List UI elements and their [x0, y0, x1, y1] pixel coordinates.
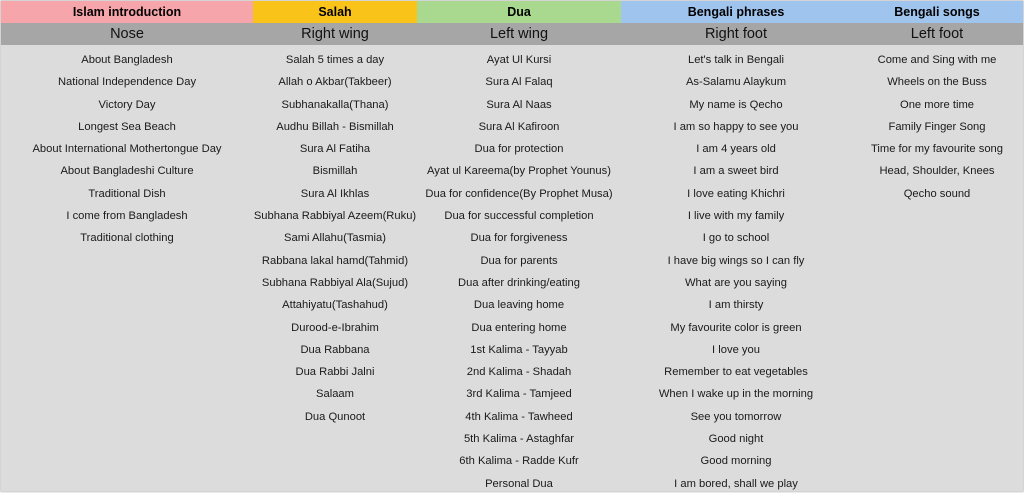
list-item: Sura Al Naas — [486, 98, 552, 111]
list-item: Dua for protection — [474, 143, 564, 156]
list-item: Subhana Rabbiyal Azeem(Ruku) — [253, 210, 417, 223]
list-item: Salaam — [316, 388, 354, 401]
list-item: I am bored, shall we play — [674, 477, 798, 490]
list-item: Come and Sing with me — [877, 54, 997, 66]
list-item: What are you saying — [685, 276, 787, 289]
list-item: Subhana Rabbiyal Ala(Sujud) — [261, 276, 409, 289]
list-item: Allah o Akbar(Takbeer) — [278, 76, 392, 89]
list-item: About Bangladesh — [81, 54, 173, 66]
part-right-wing: Right wing — [301, 26, 369, 42]
category-bengali-songs: Bengali songs — [851, 1, 1023, 23]
list-item: About International Mothertongue Day — [32, 143, 222, 156]
list-item: As-Salamu Alaykum — [685, 76, 787, 89]
list-item: Durood-e-Ibrahim — [291, 321, 379, 334]
list-item: Remember to eat vegetables — [664, 366, 808, 379]
list-item: National Independence Day — [57, 76, 197, 89]
list-item: Dua leaving home — [473, 299, 565, 312]
list-item: Good morning — [700, 455, 772, 468]
list-item: Dua for confidence(By Prophet Musa) — [425, 187, 613, 200]
list-item: When I wake up in the morning — [658, 388, 814, 401]
category-header-row — [1, 1, 1023, 23]
column-islam-introduction — [1, 49, 253, 491]
column-bengali-phrases — [621, 49, 851, 491]
list-item: Dua Rabbi Jalni — [295, 366, 375, 379]
list-item: Dua for successful completion — [444, 210, 594, 223]
list-item: 6th Kalima - Radde Kufr — [459, 455, 579, 468]
list-item: Sami Allahu(Tasmia) — [284, 232, 386, 245]
list-item: Good night — [708, 433, 764, 446]
list-item: Traditional clothing — [80, 232, 174, 245]
category-bengali-phrases: Bengali phrases — [621, 1, 851, 23]
part-header-row — [1, 23, 1023, 45]
columns-body — [1, 45, 1023, 491]
list-item: 4th Kalima - Tawheed — [465, 410, 573, 423]
list-item: Dua Rabbana — [300, 343, 370, 356]
list-item: Sura Al Falaq — [485, 76, 553, 89]
list-item: Ayat Ul Kursi — [486, 54, 552, 66]
list-item: I go to school — [702, 232, 770, 245]
list-item: Rabbana lakal hamd(Tahmid) — [261, 254, 409, 267]
list-item: 1st Kalima - Tayyab — [470, 343, 568, 356]
list-item: Sura Al Fatiha — [299, 143, 371, 156]
list-item: Sura Al Kafiroon — [478, 120, 560, 133]
list-item: Wheels on the Buss — [887, 76, 987, 89]
list-item: Sura Al Ikhlas — [300, 187, 370, 200]
list-item: Time for my favourite song — [870, 143, 1003, 156]
part-left-foot: Left foot — [910, 26, 964, 42]
list-item: I am so happy to see you — [673, 120, 799, 133]
list-item: Let's talk in Bengali — [687, 54, 785, 66]
list-item: My favourite color is green — [670, 321, 802, 334]
list-item: 3rd Kalima - Tamjeed — [466, 388, 572, 401]
column-dua — [417, 49, 621, 491]
list-item: Personal Dua — [485, 477, 553, 490]
category-islam-introduction: Islam introduction — [1, 1, 253, 23]
list-item: I am thirsty — [708, 299, 764, 312]
list-item: Audhu Billah - Bismillah — [276, 120, 394, 133]
list-item: About Bangladeshi Culture — [60, 165, 194, 178]
list-item: I am a sweet bird — [693, 165, 779, 178]
list-item: Traditional Dish — [88, 187, 166, 200]
list-item: Dua after drinking/eating — [458, 276, 580, 289]
list-item: See you tomorrow — [690, 410, 782, 423]
list-item: 2nd Kalima - Shadah — [466, 366, 572, 379]
part-left-wing: Left wing — [489, 26, 549, 42]
list-item: I am 4 years old — [696, 143, 776, 156]
list-item: 5th Kalima - Astaghfar — [463, 433, 575, 446]
list-item: Family Finger Song — [888, 120, 986, 133]
list-item: Qecho sound — [903, 187, 971, 200]
category-dua: Dua — [417, 1, 621, 23]
list-item: Longest Sea Beach — [78, 120, 176, 133]
list-item: Bismillah — [312, 165, 358, 178]
list-item: Salah 5 times a day — [285, 54, 385, 66]
list-item: Dua for forgiveness — [470, 232, 568, 245]
list-item: I live with my family — [687, 210, 785, 223]
column-bengali-songs — [851, 49, 1023, 491]
list-item: One more time — [900, 98, 974, 111]
list-item: Head, Shoulder, Knees — [879, 165, 995, 178]
list-item: Dua Qunoot — [304, 410, 366, 423]
list-item: I love eating Khichri — [687, 187, 785, 200]
list-item: Ayat ul Kareema(by Prophet Younus) — [427, 165, 611, 178]
list-item: I love you — [712, 343, 760, 356]
spreadsheet — [1, 1, 1023, 491]
list-item: I have big wings so I can fly — [667, 254, 805, 267]
list-item: Dua for parents — [480, 254, 558, 267]
list-item: Subhanakalla(Thana) — [281, 98, 389, 111]
list-item: Attahiyatu(Tashahud) — [282, 299, 388, 312]
list-item: I come from Bangladesh — [66, 210, 188, 223]
part-right-foot: Right foot — [704, 26, 768, 42]
list-item: My name is Qecho — [689, 98, 783, 111]
part-nose: Nose — [110, 26, 144, 42]
list-item: Victory Day — [98, 98, 156, 111]
column-salah — [253, 49, 417, 491]
category-salah: Salah — [253, 1, 417, 23]
list-item: Dua entering home — [471, 321, 567, 334]
